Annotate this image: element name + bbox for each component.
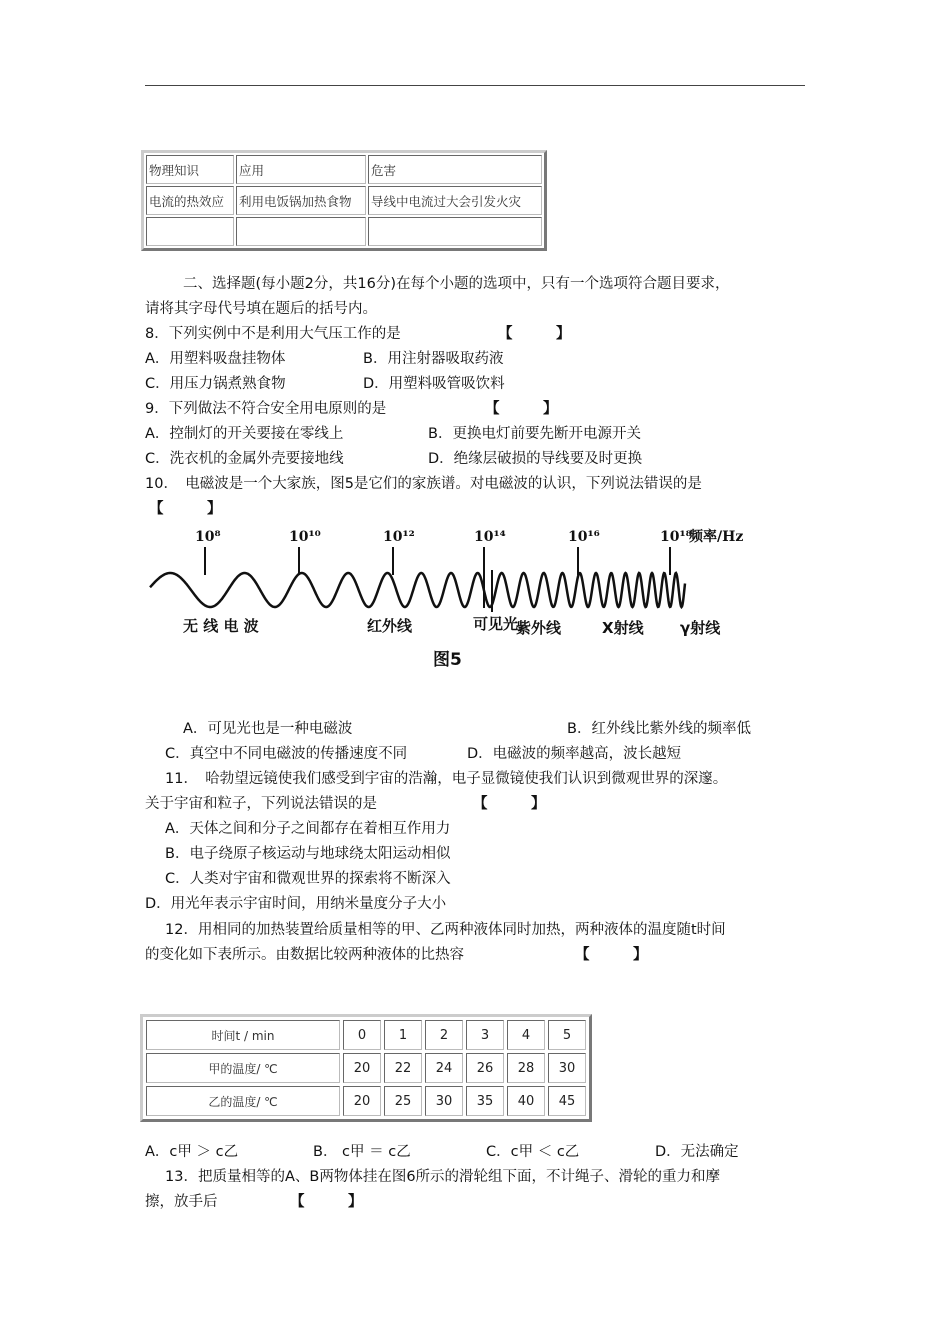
answer-bracket: 【 】 [498,326,571,342]
q9-option-b: B．更换电灯前要先断开电源开关 [428,426,641,442]
table-cell: 24 [425,1053,463,1083]
answer-bracket: 【 】 [290,1194,363,1210]
table-cell: 5 [548,1020,586,1050]
section-intro: 二、选择题(每小题2分，共16分)在每个小题的选项中，只有一个选项符合题目要求， [183,276,730,292]
table-row [146,186,542,215]
q8-stem: 8．下列实例中不是利用大气压工作的是 [145,326,401,342]
q10-option-a: A．可见光也是一种电磁波 [183,721,353,737]
tick-label: 10¹² [383,529,415,545]
wave-curve [150,573,685,607]
table-cell: 应用 [236,155,366,184]
tick-label: 10⁸ [195,529,221,545]
band-label-visible: 可见光 [473,615,519,633]
table-cell: 40 [507,1086,545,1116]
band-label-radio: 无 线 电 波 [183,617,259,635]
table-cell: 3 [466,1020,504,1050]
table-row [146,1053,586,1083]
q11-option-c: C．人类对宇宙和微观世界的探索将不断深入 [165,871,451,887]
table-cell: 26 [466,1053,504,1083]
tick-label: 10¹⁴ [474,529,506,545]
table-cell: 0 [343,1020,381,1050]
table-cell: 电流的热效应 [146,186,234,215]
section-intro: 请将其字母代号填在题后的括号内。 [145,301,377,317]
table-cell: 2 [425,1020,463,1050]
table-cell [236,217,366,246]
table-row [146,217,542,246]
table-cell: 危害 [368,155,542,184]
q10-option-c: C．真空中不同电磁波的传播速度不同 [165,746,408,762]
q9-option-a: A．控制灯的开关要接在零线上 [145,426,344,442]
answer-bracket: 【 】 [575,947,648,963]
q8-option-c: C．用压力锅煮熟食物 [145,376,286,392]
band-label-gamma: γ射线 [680,619,721,637]
q9-stem: 9．下列做法不符合安全用电原则的是 [145,401,387,417]
row-header: 甲的温度/ ℃ [146,1053,340,1083]
table-cell: 45 [548,1086,586,1116]
q12-option-d: D．无法确定 [655,1144,739,1160]
q13-stem: 13．把质量相等的A、B两物体挂在图6所示的滑轮组下面，不计绳子、滑轮的重力和摩 [165,1169,721,1185]
q8-option-d: D．用塑料吸管吸饮料 [363,376,505,392]
answer-bracket: 【 】 [473,796,546,812]
table-row [146,155,542,184]
band-label-xray: X射线 [602,619,644,637]
q11-option-a: A．天体之间和分子之间都存在着相互作用力 [165,821,451,837]
row-header: 乙的温度/ ℃ [146,1086,340,1116]
table-cell: 20 [343,1086,381,1116]
q12-stem: 12．用相同的加热装置给质量相等的甲、乙两种液体同时加热，两种液体的温度随t时间 [165,922,726,938]
table-cell: 35 [466,1086,504,1116]
q10-option-d: D．电磁波的频率越高，波长越短 [467,746,682,762]
q9-option-d: D．绝缘层破损的导线要及时更换 [428,451,643,467]
header-rule [145,85,805,86]
table-cell: 30 [548,1053,586,1083]
table-cell: 25 [384,1086,422,1116]
q11-stem: 关于宇宙和粒子，下列说法错误的是 [145,796,377,812]
answer-bracket: 【 】 [149,501,222,517]
tick-label: 10¹⁶ [568,529,600,545]
q10-stem: 10． 电磁波是一个大家族，图5是它们的家族谱。对电磁波的认识，下列说法错误的是 [145,476,702,492]
table-row [146,1020,586,1050]
physics-knowledge-table [141,150,547,251]
q12-option-c: C．c甲 ＜ c乙 [486,1144,580,1160]
electromagnetic-spectrum-figure [145,520,760,680]
table-cell [146,217,234,246]
q11-stem: 11． 哈勃望远镜使我们感受到宇宙的浩瀚，电子显微镜使我们认识到微观世界的深邃。 [165,771,728,787]
table-cell: 20 [343,1053,381,1083]
table-cell: 28 [507,1053,545,1083]
q12-option-a: A．c甲 ＞ c乙 [145,1144,239,1160]
q11-option-b: B．电子绕原子核运动与地球绕太阳运动相似 [165,846,451,862]
figure-caption: 图5 [433,650,462,670]
band-label-ultraviolet: 紫外线 [516,619,562,637]
row-header: 时间t / min [146,1020,340,1050]
q13-stem: 擦，放手后 [145,1194,218,1210]
table-cell: 物理知识 [146,155,234,184]
tick-label: 10¹⁸ [660,529,692,545]
q8-option-b: B．用注射器吸取药液 [363,351,504,367]
table-cell: 1 [384,1020,422,1050]
table-cell: 利用电饭锅加热食物 [236,186,366,215]
table-cell: 导线中电流过大会引发火灾 [368,186,542,215]
temperature-table [140,1014,592,1122]
q8-option-a: A．用塑料吸盘挂物体 [145,351,286,367]
table-cell: 30 [425,1086,463,1116]
q10-option-b: B．红外线比紫外线的频率低 [567,721,751,737]
table-cell [368,217,542,246]
q12-stem: 的变化如下表所示。由数据比较两种液体的比热容 [145,947,464,963]
unit-label: 频率/Hz [689,529,744,545]
q12-option-b: B． c甲 ＝ c乙 [313,1144,411,1160]
table-cell: 22 [384,1053,422,1083]
band-label-infrared: 红外线 [367,617,413,635]
q11-option-d: D．用光年表示宇宙时间，用纳米量度分子大小 [145,896,447,912]
table-cell: 4 [507,1020,545,1050]
table-row [146,1086,586,1116]
answer-bracket: 【 】 [485,401,558,417]
q9-option-c: C．洗衣机的金属外壳要接地线 [145,451,344,467]
tick-label: 10¹⁰ [289,529,321,545]
